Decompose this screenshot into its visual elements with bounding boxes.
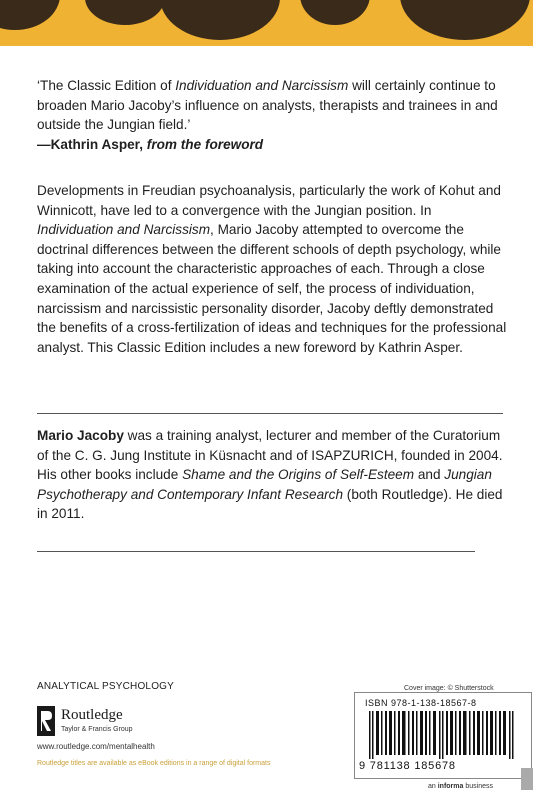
author-name: Mario Jacoby	[37, 428, 124, 443]
routledge-icon	[37, 706, 55, 736]
corner-tab	[521, 768, 533, 790]
bio-text-2: and	[414, 467, 445, 483]
informa-business-label	[428, 783, 493, 790]
cover-image-credit: Cover image: © Shutterstock	[404, 685, 494, 692]
description-text-2: , Mario Jacoby attempted to overcome the doctrinal differences between the different schools of depth psychology, while taking into account the characteristic approaches of each. Through a close examination of the actual experience of self, the process of individuation, narcissism and narcissistic personality disorder, Jacoby deftly demonstrated the benefits of a cross-fertilization of ideas and techniques for the professional analyst. This Classic Edition includes a new foreword by Kathrin Asper.	[37, 222, 507, 355]
quote-book-title: Individuation and Narcissism	[175, 78, 349, 93]
banner-pattern-shape	[85, 0, 165, 25]
isbn-text: ISBN 978-1-138-18567-8	[365, 698, 477, 708]
banner-pattern-shape	[300, 0, 370, 25]
informa-prefix: an	[428, 783, 438, 790]
isbn-barcode-box	[354, 692, 532, 779]
description-text-1: Developments in Freudian psychoanalysis, particularly the work of Kohut and Winnicott, have led to a convergence with the Jungian position. In	[37, 183, 501, 218]
bio-text-3: (both Routledge). He died in 2011.	[37, 486, 503, 522]
ebook-note: Routledge titles are available as eBook editions in a range of digital formats	[37, 760, 271, 767]
banner-pattern-shape	[0, 0, 60, 30]
description-book-title: Individuation and Narcissism	[37, 222, 211, 238]
barcode-number: 9 781138 185678	[359, 760, 456, 772]
barcode-image	[369, 711, 519, 759]
bio-book-1: Shame and the Origins of Self-Esteem	[182, 467, 415, 483]
divider	[37, 413, 503, 414]
quote-text-end: will certainly continue to broaden Mario Jacoby’s influence on analysts, therapists and trainees in and outside the Jungian field.’	[37, 78, 498, 132]
series-label: ANALYTICAL PSYCHOLOGY	[37, 681, 175, 692]
informa-suffix: business	[463, 783, 493, 790]
banner-pattern-shape	[400, 0, 530, 40]
publisher-logo	[37, 706, 187, 740]
informa-brand: informa	[437, 783, 464, 790]
divider	[37, 551, 475, 552]
publisher-group: Taylor & Francis Group	[61, 726, 133, 733]
publisher-name: Routledge	[61, 707, 123, 723]
quote-attribution-role: from the foreword	[146, 136, 264, 152]
cover-top-banner	[0, 0, 533, 46]
bio-book-2: Jungian Psychotherapy and Contemporary Infant Research	[37, 467, 492, 502]
author-bio	[37, 426, 507, 524]
quote-attribution-name: —Kathrin Asper,	[37, 136, 144, 152]
bio-text-1: was a training analyst, lecturer and member of the Curatorium of the C. G. Jung Institute in Küsnacht and of ISAPZURICH, founded in 2004. His other books include	[37, 428, 503, 483]
quote-text-start: ‘The Classic Edition of	[37, 78, 176, 93]
banner-pattern-shape	[160, 0, 280, 40]
publisher-website: www.routledge.com/mentalhealth	[37, 742, 155, 751]
endorsement-quote	[37, 76, 507, 154]
book-description	[37, 181, 507, 357]
